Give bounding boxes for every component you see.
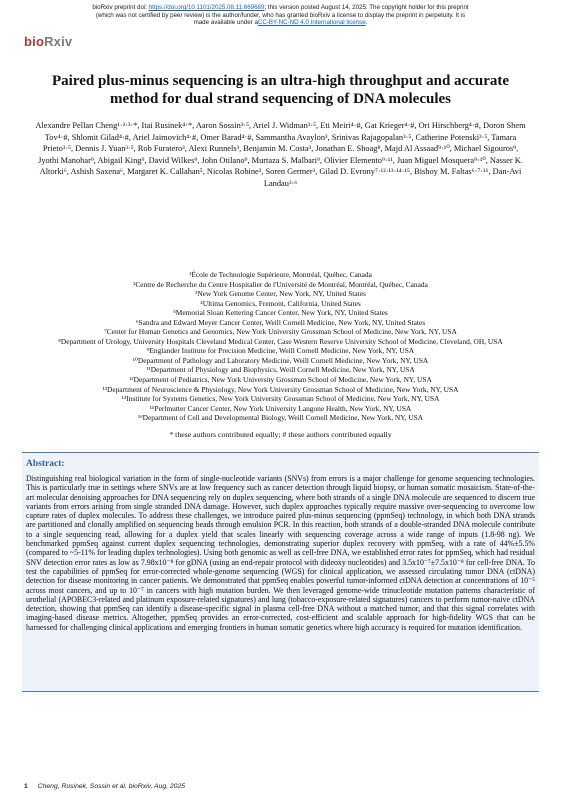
paper-title: Paired plus-minus sequencing is an ultra-high throughput and accurate method for dual strand sequencing of DNA molecules (51, 73, 510, 107)
affiliation: ¹⁶Department of Cell and Developmental Biology, Weill Cornell Medicine, New York, NY, USA (137, 413, 424, 423)
affiliation: ¹¹Department of Physiology and Biophysics, Weill Cornell Medicine, New York, NY, USA (146, 365, 415, 375)
affiliation: ¹²Department of Pediatrics, New York University Grossman School of Medicine, New York, NY, USA (129, 375, 432, 385)
affiliation: ⁹Englander Institute for Precision Medicine, Weill Cornell Medicine, New York, NY, USA (146, 346, 415, 356)
affiliation: ²Centre de Recherche du Centre Hospitalier de l'Université de Montréal, Montréal, Québec, Canada (133, 279, 428, 289)
author-list: Alexandre Pellan Cheng¹·²·³·*, Itai Rusinek⁴·*, Aaron Sossin³·⁵, Ariel J. Widman³·⁵, Eti Meiri⁴·#, Gat Krieger⁴·#, Ori Hirschberg⁴·#, Doron Shem Tov⁴·#, Shlomit Gilad⁴·#, Ariel Jaimovich⁴·#, Omer Barad⁴·#, Sammantha Avaylon³, Srinivas Rajagopalan³·⁵, Catherine Potenski³·⁵, Tamara Prieto³·⁵, Dennis J. Yuan³·⁵, Rob Furatero³, Alexi Runnels³, Benjamin M. Costa³, Jonathan E. Shoag⁸, Majd Al Assaad⁹·¹⁰, Michael Sigouros⁹, Jyothi Manohar⁹, Abigail King⁹, David Wilkes⁹, John Otilano⁹, Murtaza S. Malbari⁹, Olivier Elemento⁹·¹¹, Juan Miguel Mosquera⁹·¹⁰, Nasser K. Altorki⁶, Ashish Saxena⁶, Margaret K. Callahan⁵, Nicolas Robine³, Soren Germer³, Gilad D. Evrony⁷·¹²·¹³·¹⁴·¹⁵, Bishoy M. Faltas⁶·⁷·¹⁶, Dan-Avi Landau³·⁶ (35, 121, 526, 188)
affiliation: ¹École de Technologie Supérieure, Montréal, Québec, Canada (189, 270, 372, 279)
affiliation: ⁴Ultima Genomics, Fremont, California, United States (200, 298, 361, 308)
abstract-body: Distinguishing real biological variation in the form of single-nucleotide variants (SNVs) from errors is a major challenge for genome sequencing technologies. This is particularly true in settings where SNVs are at low frequency such as cancer detection through liquid biopsy, or human somatic mosaicism. State-of-the-art molecular denoising approaches for DNA sequencing rely on duplex sequencing, where both strands of a single DNA molecule are sequenced to discern true variants from errors arising from single stranded DNA damage. However, such duplex approaches typically require massive over-sequencing to overcome low capture rates of duplex molecules. To address these challenges, we introduce paired plus-minus sequencing (ppmSeq) technology, in which both DNA strands are partitioned and clonally amplified on sequencing beads through emulsion PCR. In this reaction, both strands of a double-stranded DNA molecule contribute to a single sequencing read, allowing for a duplex yield that scales linearly with sequencing coverage across a wide range of inputs (1.8-98 ng). We benchmarked ppmSeq against current duplex sequencing technologies, demonstrating superior duplex recovery with ppmSeq, with a rate of 44%±5.5% (compared to ~5-11% for leading duplex technologies). Using both genomic as well as cell-free DNA, we established error rates for ppmSeq, which had residual SNV detection error rates as low as 7.98x10⁻⁸ for gDNA (using an end-repair protocol with dideoxy nucleotides) and 3.5x10⁻⁷±7.5x10⁻⁸ for cell-free DNA. To test the capabilities of ppmSeq for error-corrected whole-genome sequencing (WGS) for clinical application, we assessed circulating tumor DNA (ctDNA) detection for disease monitoring in cancer patients. We demonstrated that ppmSeq enables powerful tumor-informed ctDNA detection at concentrations of 10⁻⁵ across most cancers, and up to 10⁻⁷ in cancers with high mutation burden. We then leveraged genome-wide trinucleotide mutation patterns characteristic of urothelial (APOBEC3-related and platinum exposure-related signatures) and lung (tobacco-exposure-related signatures) cancers to perform tumor-naive ctDNA detection, showing that ppmSeq can identify a disease-specific signal in plasma cell-free DNA without a matched tumor, and that this signal correlates with imaging-based disease metrics. Altogether, ppmSeq provides an error-corrected, cost-efficient and scalable approach for high-fidelity WGS that can be harnessed for challenging clinical applications and emerging frontiers in human somatic genetics where high accuracy is required for mutation identification. (26, 474, 535, 632)
contribution-note: * these authors contributed equally; # these authors contributed equally (169, 430, 392, 439)
biorxiv-logo: bioRxiv (24, 34, 73, 49)
affiliation: ³New York Genome Center, New York, NY, United States (195, 289, 366, 299)
affiliation: ⁶Sandra and Edward Meyer Cancer Center, Weill Cornell Medicine, New York, NY, United States (135, 317, 426, 327)
affiliation: ⁸Department of Urology, University Hospitals Cleveland Medical Center, Case Western Reserve University School of Medicine, Cleveland, OH, USA (58, 336, 503, 346)
preprint-notice (0, 4, 561, 27)
affiliation-list (34, 270, 527, 423)
notice-line-3: made available under aCC-BY-NC-ND 4.0 International license. (193, 19, 368, 27)
affiliation: ⁵Memorial Sloan Kettering Cancer Center, New York, NY, United States (173, 308, 388, 318)
affiliation: ¹³Department of Neuroscience & Physiology, New York University Grossman School of Medicine, New York, NY, USA (102, 384, 459, 394)
notice-line-2: (which was not certified by peer review) is the author/funder, who has granted bioRxiv a license to display the preprint in perpetuity. It is (95, 11, 466, 19)
abstract-heading: Abstract: (26, 459, 65, 469)
page-footer (24, 783, 185, 790)
notice-line-1: bioRxiv preprint doi: https://doi.org/10.1101/2025.08.11.669689; this version posted August 14, 2025. The copyright holder for this preprint (92, 4, 469, 11)
affiliation: ⁷Center for Human Genetics and Genomics, New York University Grossman School of Medicine, New York, NY, USA (104, 327, 457, 337)
doi-link[interactable]: https://doi.org/10.1101/2025.08.11.669689 (148, 4, 265, 11)
affiliation: ¹⁰Department of Pathology and Laboratory Medicine, Weill Cornell Medicine, New York, NY, USA (132, 355, 429, 365)
license-link[interactable]: CC-BY-NC-ND 4.0 International license (257, 19, 366, 27)
page-number: 1 (24, 783, 28, 790)
affiliation: ¹⁵Perlmutter Cancer Center, New York University Langone Health, New York, NY, USA (149, 403, 412, 413)
footer-citation: Cheng, Rusinek, Sossin et al. bioRxiv, Aug, 2025 (37, 783, 186, 790)
affiliation: ¹⁴Institute for Systems Genetics, New York University Grossman School of Medicine, New York, NY, USA (121, 394, 440, 404)
